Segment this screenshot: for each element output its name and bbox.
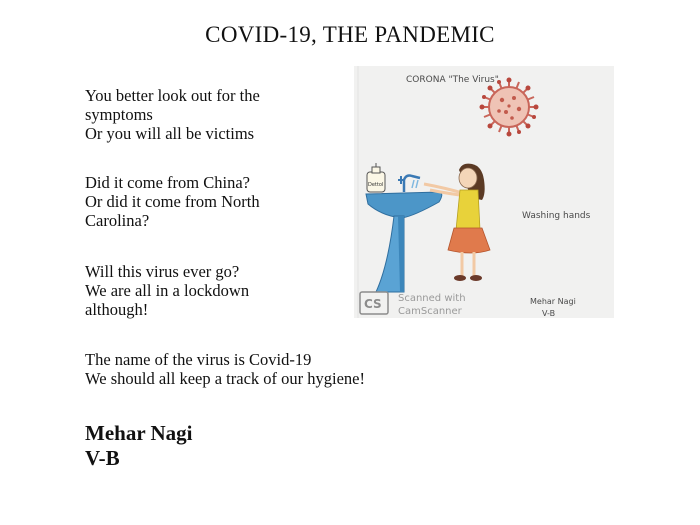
poem-line: Carolina? [85,211,150,230]
author-class: V-B [85,446,120,470]
drawing-signature-class: V-B [542,309,556,318]
poem-line: We are all in a lockdown [85,281,250,300]
author-block [85,421,193,471]
poem-line: You better look out for the [85,86,260,105]
poem-line: although! [85,300,149,319]
poem-line: Or you will all be victims [85,124,255,143]
hand-washing-drawing [354,66,614,318]
poem-line: Will this virus ever go? [85,262,240,281]
poem-line: symptoms [85,105,153,124]
poem-line: Or did it come from North [85,192,260,211]
drawing-caption: Washing hands [522,211,591,221]
poem-stanza-4 [85,350,505,388]
author-name: Mehar Nagi [85,421,193,445]
poem-stanza-1 [85,86,325,143]
drawing-signature-name: Mehar Nagi [530,297,576,306]
poem-line: The name of the virus is Covid-19 [85,350,312,369]
virus-icon [480,78,539,137]
bottle-label: Dettol [368,182,384,188]
poem-line: Did it come from China? [85,173,250,192]
poem-line: We should all keep a track of our hygiene! [85,369,365,388]
scanner-badge: CS [364,297,382,311]
drawing-illustration [354,66,614,318]
drawing-heading: CORONA "The Virus" [406,75,499,85]
poem-stanza-3 [85,262,325,319]
page-title: COVID-19, THE PANDEMIC [205,22,495,47]
poem-stanza-2 [85,173,325,230]
scanner-line-1: Scanned with [398,293,466,304]
scanner-line-2: CamScanner [398,306,462,317]
